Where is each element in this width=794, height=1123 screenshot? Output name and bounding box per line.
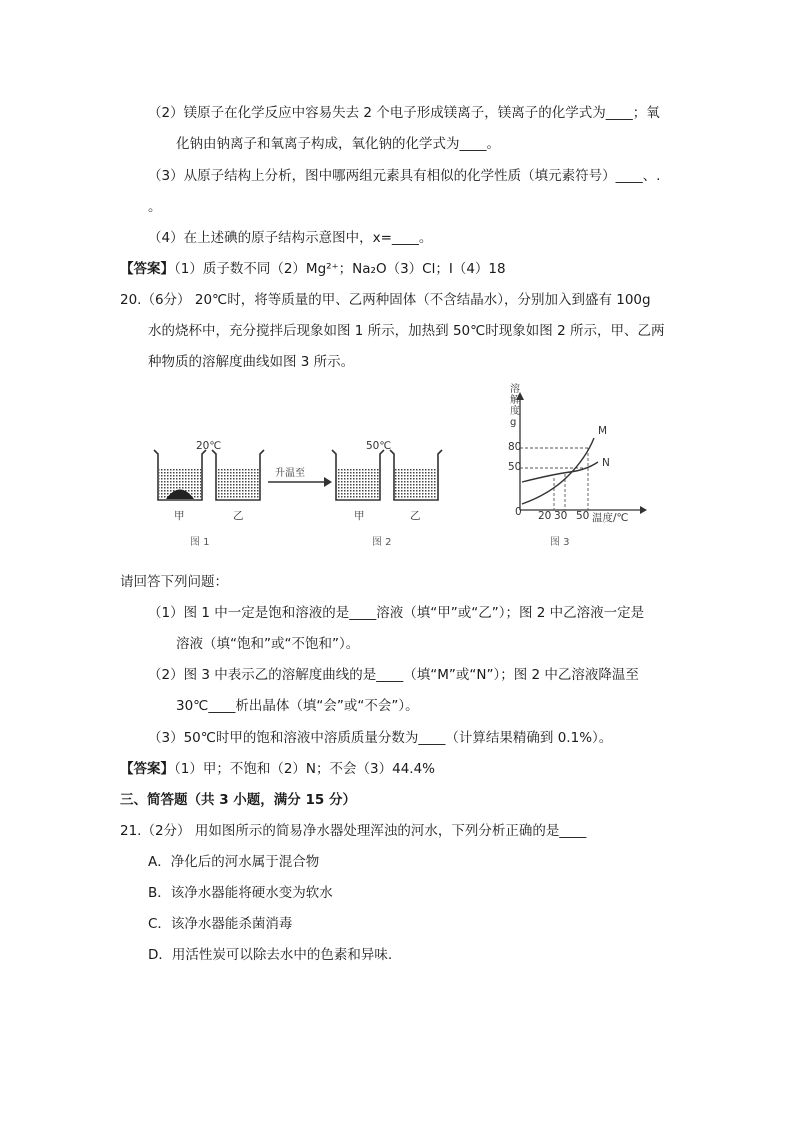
q19-part3-line2: 。 [148,199,162,215]
q20-sub2-line2: 30℃____析出晶体（填“会”或“不会”）。 [176,698,419,714]
q20-stem-line2: 水的烧杯中，充分搅拌后现象如图 1 所示，加热到 50℃时现象如图 2 所示，甲、乙两 [148,323,665,339]
origin-label: 0 [515,506,522,518]
q20-prompt: 请回答下列问题： [120,574,228,590]
curve-n-label: N [602,457,610,469]
ytick-80: 80 [508,441,522,453]
beaker-jia-fig1 [154,450,206,500]
fig2-caption: 图 2 [372,537,392,548]
curve-n [522,462,598,482]
curve-m-label: M [598,425,608,437]
q19-part4: （4）在上述碘的原子结构示意图中，x=____。 [148,230,433,246]
fig2-temp: 50℃ [366,440,392,452]
q20-sub2-line1: （2）图 3 中表示乙的溶解度曲线的是____（填“M”或“N”）；图 2 中乙溶液降温至 [148,667,639,683]
fig3-xlabel: 温度/℃ [592,512,629,524]
xtick-20: 20 [538,510,552,522]
beaker-jia-fig2 [332,450,384,500]
answer-tag: 【答案】 [120,761,174,777]
ylabel-char: 解 [510,395,520,406]
q21-option-a: A．净化后的河水属于混合物 [148,854,320,870]
q21-option-c: C．该净水器能杀菌消毒 [148,916,293,932]
fig1-caption: 图 1 [190,537,210,548]
xtick-50: 50 [576,510,590,522]
fig3-ylabel [510,384,520,428]
arrow-label: 升温至 [275,468,305,479]
ylabel-char: g [510,417,517,428]
fig3-caption: 图 3 [550,537,570,548]
fig2-label-yi: 乙 [410,510,421,522]
q20-sub1-line2: 溶液（填“饱和”或“不饱和”）。 [176,636,360,652]
ylabel-char: 溶 [510,384,520,395]
beaker-figures [140,430,450,545]
q20-stem-line3: 种物质的溶解度曲线如图 3 所示。 [148,354,355,370]
answer-text: （1）甲；不饱和（2）N；不会（3）44.4% [174,761,436,777]
section-heading: 三、简答题（共 3 小题，满分 15 分） [120,792,356,808]
fig2-label-jia: 甲 [354,510,365,522]
q20-sub1-line1: （1）图 1 中一定是饱和溶液的是____溶液（填“甲”或“乙”）；图 2 中乙溶液一定是 [148,605,645,621]
beaker-yi-fig2 [390,450,442,500]
answer-tag: 【答案】 [120,261,174,277]
q20-answer [120,760,435,778]
fig1-label-jia: 甲 [174,510,185,522]
q19-answer [120,260,506,278]
fig1-label-yi: 乙 [233,510,244,522]
q19-part2-line1: （2）镁原子在化学反应中容易失去 2 个电子形成镁离子，镁离子的化学式为____；氧 [148,105,660,121]
q20-sub3: （3）50℃时甲的饱和溶液中溶质质量分数为____（计算结果精确到 0.1%）。 [148,730,613,746]
q21-option-b: B．该净水器能将硬水变为软水 [148,885,333,901]
q19-part2-line2: 化钠由钠离子和氧离子构成，氧化钠的化学式为____。 [176,136,500,152]
fig1-temp: 20℃ [196,440,222,452]
q20-stem-line1: 20.（6分） 20℃时，将等质量的甲、乙两种固体（不含结晶水），分别加入到盛有 100g [120,292,651,308]
answer-text: （1）质子数不同（2）Mg²⁺；Na₂O（3）Cl；I（4）18 [174,261,506,277]
xtick-30: 30 [554,510,568,522]
ytick-50: 50 [508,461,522,473]
q19-part3-line1: （3）从原子结构上分析，图中哪两组元素具有相似的化学性质（填元素符号）____、. [148,168,661,184]
q21-option-d: D．用活性炭可以除去水中的色素和异味. [148,947,393,963]
beaker-yi-fig1 [212,450,264,500]
q21-stem: 21.（2分） 用如图所示的简易净水器处理浑浊的河水，下列分析正确的是____ [120,823,587,839]
ylabel-char: 度 [510,406,520,417]
